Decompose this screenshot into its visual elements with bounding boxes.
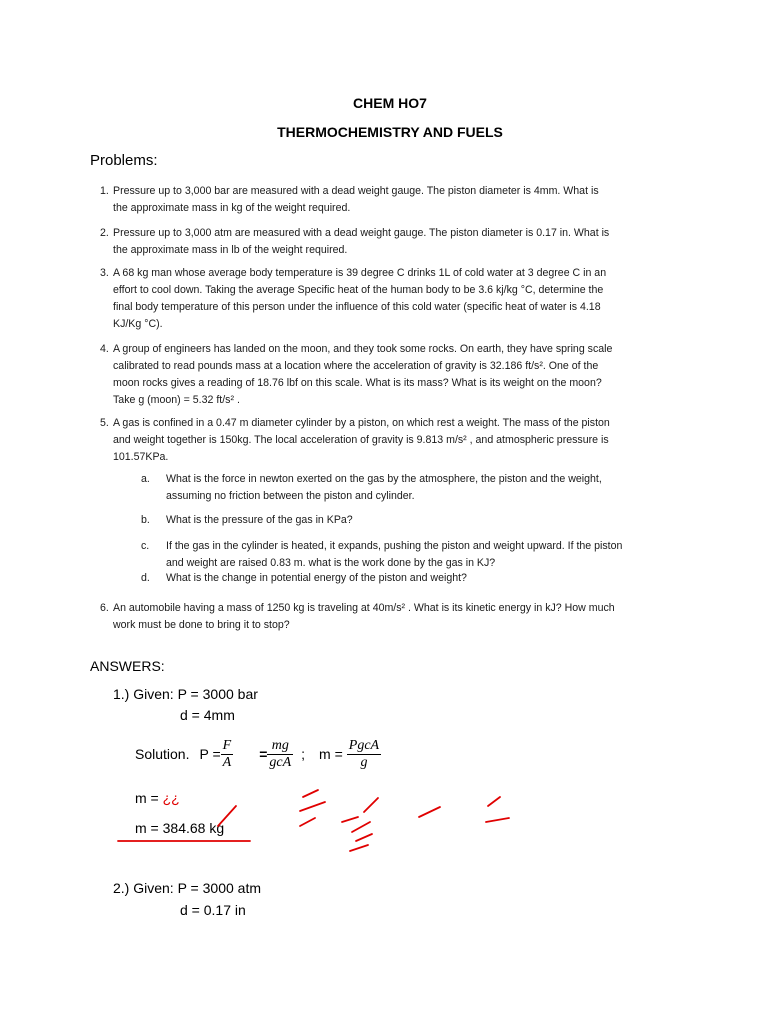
semicolon: ;	[301, 746, 306, 762]
subpart-line: assuming no friction between the piston and cylinder.	[166, 490, 415, 502]
answer-1-given: 1.) Given: P = 3000 bar	[113, 686, 258, 702]
answer-1-result: m = 384.68 kg	[135, 820, 225, 836]
problem-line: Pressure up to 3,000 bar are measured with a dead weight gauge. The piston diameter is 4mm. What is	[113, 185, 599, 197]
unknown-value-marks: ¿¿	[162, 790, 180, 806]
answer-2-given: 2.) Given: P = 3000 atm	[113, 880, 261, 896]
check-mark-ink	[488, 797, 500, 806]
problem-line: and weight together is 150kg. The local acceleration of gravity is 9.813 m/s² , and atmospheric pressure is	[113, 434, 609, 446]
problem-number: 1.	[100, 185, 109, 197]
m-equals: m =	[319, 746, 343, 762]
problem-line: the approximate mass in lb of the weight required.	[113, 244, 348, 256]
problem-number: 3.	[100, 267, 109, 279]
fraction-numerator: F	[222, 737, 232, 753]
problem-line: A gas is confined in a 0.47 m diameter cylinder by a piston, on which rest a weight. The mass of the piston	[113, 417, 610, 429]
subpart-line: What is the pressure of the gas in KPa?	[166, 514, 353, 526]
problem-line: effort to cool down. Taking the average Specific heat of the human body to be 3.6 kj/kg °C, determine the	[113, 284, 604, 296]
problem-line: moon rocks gives a reading of 18.76 lbf on this scale. What is its mass? What is its weight on the moon?	[113, 377, 602, 389]
m-equals: m =	[135, 790, 159, 806]
check-mark-ink	[419, 807, 440, 817]
problem-line: Pressure up to 3,000 atm are measured with a dead weight gauge. The piston diameter is 0.17 in. What is	[113, 227, 610, 239]
answer-2-given-d: d = 0.17 in	[180, 902, 246, 918]
p-equals: P =	[199, 746, 221, 762]
check-mark-ink	[342, 817, 358, 822]
answers-heading: ANSWERS:	[90, 658, 165, 674]
problem-line: KJ/Kg °C).	[113, 318, 163, 330]
subpart-label: a.	[141, 473, 150, 485]
check-mark-ink	[218, 806, 236, 826]
equals-sign: =	[259, 746, 268, 762]
subpart-line: If the gas in the cylinder is heated, it expands, pushing the piston and weight upward. If the piston	[166, 540, 623, 552]
problem-number: 6.	[100, 602, 109, 614]
check-mark-ink	[356, 834, 372, 841]
problem-line: Take g (moon) = 5.32 ft/s² .	[113, 394, 240, 406]
problem-line: A group of engineers has landed on the moon, and they took some rocks. On earth, they have spring scale	[113, 343, 613, 355]
answer-1-given-d: d = 4mm	[180, 707, 235, 723]
check-mark-ink	[352, 822, 370, 832]
check-mark-ink	[364, 798, 378, 812]
problem-line: work must be done to bring it to stop?	[113, 619, 290, 631]
subpart-line: What is the change in potential energy of the piston and weight?	[166, 572, 467, 584]
subpart-label: d.	[141, 572, 150, 584]
problem-number: 4.	[100, 343, 109, 355]
check-mark-ink	[300, 818, 315, 826]
fraction-denominator: gcA	[269, 754, 292, 770]
fraction-denominator: A	[222, 754, 232, 770]
fraction-numerator: PgcA	[348, 737, 380, 753]
subpart-line: What is the force in newton exerted on the gas by the atmosphere, the piston and the weight,	[166, 473, 602, 485]
course-title: CHEM HO7	[353, 95, 427, 111]
check-mark-ink	[303, 790, 318, 797]
problem-number: 2.	[100, 227, 109, 239]
subpart-line: and weight are raised 0.83 m. what is the work done by the gas in KJ?	[166, 557, 496, 569]
check-mark-ink	[350, 845, 368, 851]
fraction-numerator: mg	[267, 738, 293, 755]
solution-label: Solution.	[135, 746, 190, 762]
problem-line: the approximate mass in kg of the weight required.	[113, 202, 351, 214]
check-mark-ink	[486, 818, 509, 822]
problem-line: A 68 kg man whose average body temperature is 39 degree C drinks 1L of cold water at 3 degree C in an	[113, 267, 607, 279]
problem-line: 101.57KPa.	[113, 451, 169, 463]
problem-line: final body temperature of this person under the influence of this cold water (specific heat of water is 4.18	[113, 301, 601, 313]
topic-title: THERMOCHEMISTRY AND FUELS	[277, 124, 503, 140]
subpart-label: b.	[141, 514, 150, 526]
fraction-denominator: g	[360, 754, 368, 770]
problem-line: An automobile having a mass of 1250 kg is traveling at 40m/s² . What is its kinetic energy in kJ? How much	[113, 602, 615, 614]
problems-label: Problems:	[90, 152, 158, 169]
check-mark-ink	[300, 802, 325, 811]
problem-number: 5.	[100, 417, 109, 429]
problem-line: calibrated to read pounds mass at a location where the acceleration of gravity is 32.186 ft/s². One of the	[113, 360, 599, 372]
subpart-label: c.	[141, 540, 150, 552]
